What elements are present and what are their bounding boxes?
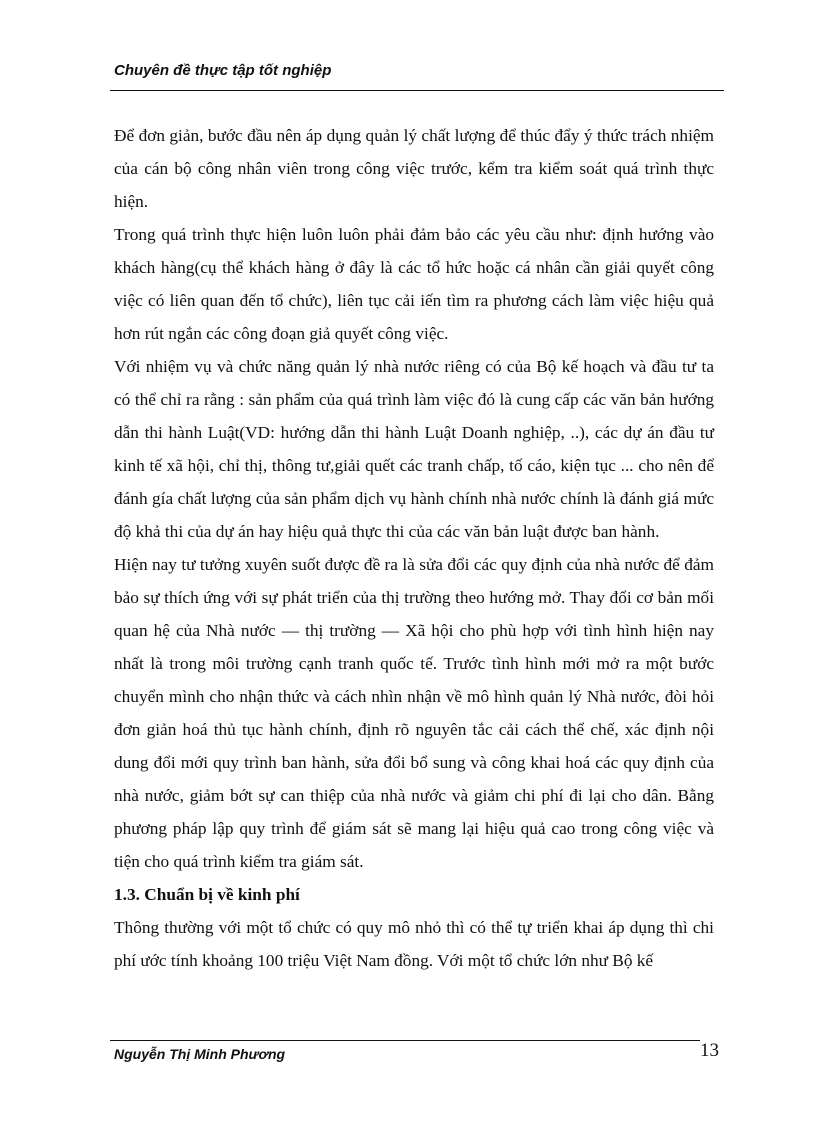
body-paragraph: Để đơn giản, bước đầu nên áp dụng quản lý chất lượng để thúc đẩy ý thức trách nhiệm của cán bộ công nhân viên trong công việc trước, kểm tra kiểm soát quá trình thực hiện.	[114, 126, 714, 211]
body-paragraph: Hiện nay tư tưởng xuyên suốt được đề ra là sửa đổi các quy định của nhà nước để đảm bảo sự thích ứng với sự phát triển của thị trường theo hướng mở. Thay đổi cơ bản mối quan hệ của Nhà nước — thị trường — Xã hội cho phù hợp với tình hình hiện nay nhất là trong môi trường cạnh tranh quốc tế. Trước tình hình mới mở ra một bước chuyển mình cho nhận thức và cách nhìn nhận về mô hình quản lý Nhà nước, đòi hỏi đơn giản hoá thủ tục hành chính, định rõ nguyên tắc cải cách thể chế, xác định nội dung đổi mới quy trình ban hành, sửa đổi bổ sung và công khai hoá các quy định của nhà nước, giảm bớt sự can thiệp của nhà nước và giảm chi phí đi lại cho dân. Bằng phương pháp lập quy trình để giám sát sẽ mang lại hiệu quả cao trong công việc và tiện cho quá trình kiểm tra giám sát.	[114, 555, 714, 871]
header-divider	[110, 90, 724, 91]
section-heading: 1.3. Chuẩn bị về kinh phí	[114, 885, 300, 904]
page-number: 13	[700, 1040, 719, 1061]
footer-divider	[110, 1040, 700, 1041]
body-paragraph: Thông thường với một tổ chức có quy mô nhỏ thì có thể tự triển khai áp dụng thì chi phí ước tính khoảng 100 triệu Việt Nam đồng. Với một tổ chức lớn như Bộ kế	[114, 918, 714, 970]
body-paragraph: Với nhiệm vụ và chức năng quản lý nhà nước riêng có của Bộ kế hoạch và đầu tư ta có thể chỉ ra rằng : sản phẩm của quá trình làm việc đó là cung cấp các văn bản hướng dẫn thi hành Luật(VD: hướng dẫn thi hành Luật Doanh nghiệp, ..), các dự án đầu tư kinh tế xã hội, chỉ thị, thông tư,giải quết các tranh chấp, tố cáo, kiện tục ... cho nên để đánh gía chất lượng của sản phẩm dịch vụ hành chính nhà nước chính là đánh giá mức độ khả thi của dự án hay hiệu quả thực thi của các văn bản luật được ban hành.	[114, 357, 714, 541]
running-header-title: Chuyên đề thực tập tốt nghiệp	[114, 62, 332, 79]
page-body	[114, 119, 714, 977]
footer-author: Nguyễn Thị Minh Phương	[114, 1046, 286, 1062]
body-paragraph: Trong quá trình thực hiện luôn luôn phải đảm bảo các yêu cầu như: định hướng vào khách hàng(cụ thể khách hàng ở đây là các tổ hức hoặc cá nhân cần giải quyết công việc có liên quan đến tổ chức), liên tục cải iến tìm ra phương cách làm việc hiệu quả hơn rút ngắn các công đoạn giả quyết công việc.	[114, 225, 714, 343]
